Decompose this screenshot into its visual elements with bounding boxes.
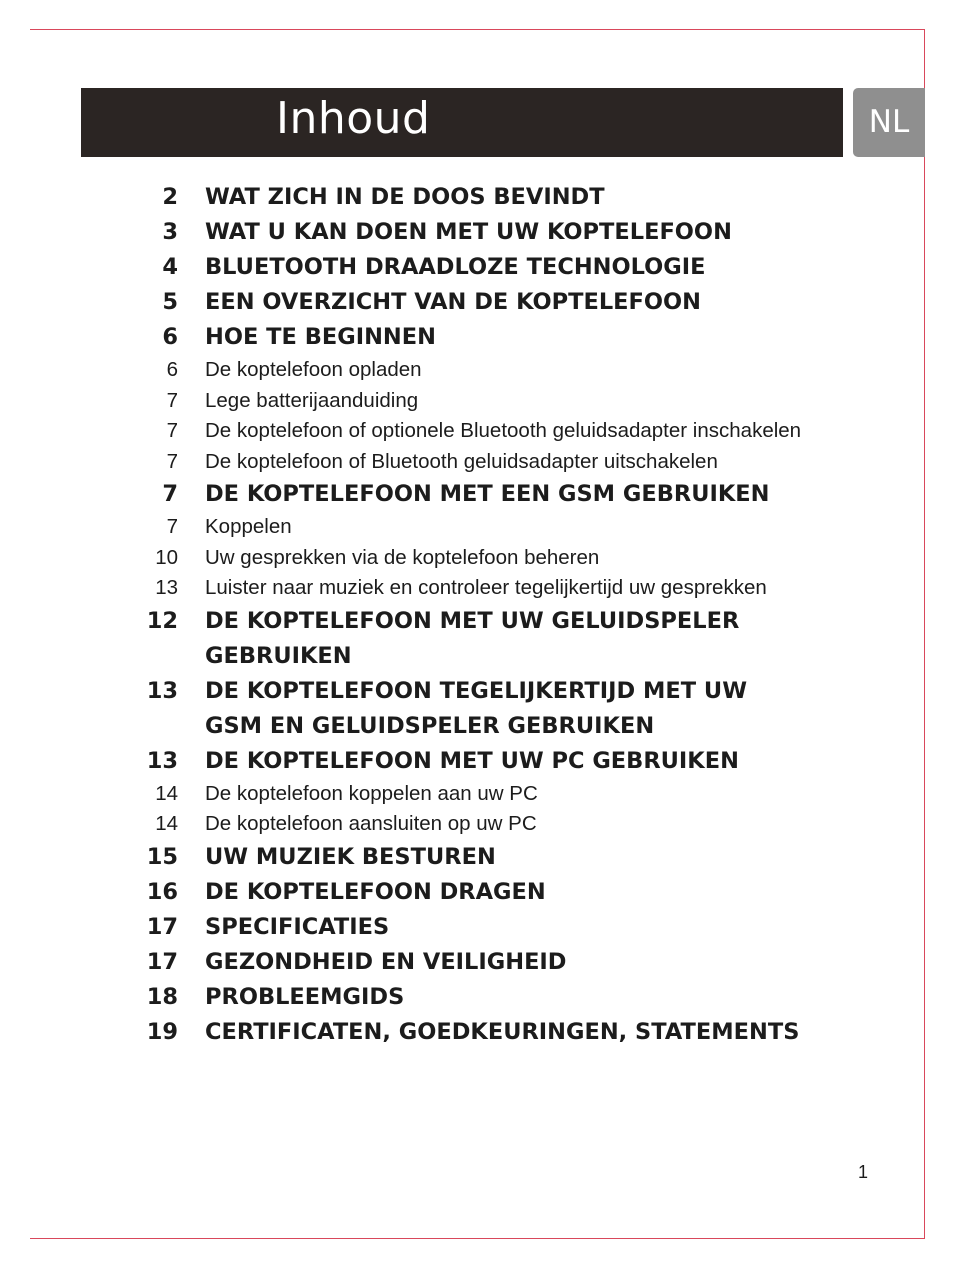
toc-title: CERTIFICATEN, GOEDKEURINGEN, STATEMENTS bbox=[205, 1018, 800, 1045]
toc-title: De koptelefoon aansluiten op uw PC bbox=[205, 812, 537, 835]
toc-page-number: 6 bbox=[162, 324, 178, 350]
toc-entry[interactable] bbox=[130, 477, 810, 512]
toc-subentry[interactable] bbox=[130, 573, 810, 604]
toc-title: De koptelefoon koppelen aan uw PC bbox=[205, 781, 538, 805]
title-bar bbox=[81, 88, 843, 157]
toc-page-number: 17 bbox=[146, 948, 178, 975]
toc-entry[interactable] bbox=[130, 744, 810, 779]
toc-page-number: 7 bbox=[166, 388, 178, 412]
toc-page-number: 7 bbox=[162, 481, 178, 507]
toc-page-number: 16 bbox=[146, 878, 178, 905]
page-title: Inhoud bbox=[276, 93, 431, 144]
toc-title: SPECIFICATIES bbox=[205, 913, 390, 940]
toc-title: De koptelefoon opladen bbox=[205, 358, 422, 381]
toc-page-number: 17 bbox=[146, 913, 178, 940]
toc-title: Koppelen bbox=[205, 515, 292, 538]
toc-title: DE KOPTELEFOON DRAGEN bbox=[205, 878, 546, 905]
toc-subentry[interactable] bbox=[130, 512, 810, 543]
toc-entry[interactable] bbox=[130, 215, 810, 250]
toc-page-number: 14 bbox=[155, 781, 178, 805]
toc-page-number: 13 bbox=[146, 747, 178, 774]
toc-entry[interactable] bbox=[130, 1015, 810, 1050]
toc-subentry[interactable] bbox=[130, 355, 810, 386]
toc-title: HOE TE BEGINNEN bbox=[205, 324, 436, 350]
toc-entry[interactable] bbox=[130, 250, 810, 285]
toc-title: Luister naar muziek en controleer tegelijkertijd uw gesprekken bbox=[205, 576, 767, 599]
crop-line-top bbox=[30, 29, 924, 30]
toc-title: DE KOPTELEFOON MET UW GELUIDSPELER GEBRUIKEN bbox=[205, 607, 740, 669]
toc-page-number: 4 bbox=[162, 254, 178, 280]
toc-title: Uw gesprekken via de koptelefoon beheren bbox=[205, 545, 600, 569]
toc-page-number: 7 bbox=[166, 449, 178, 473]
toc-entry[interactable] bbox=[130, 840, 810, 875]
toc-title: DE KOPTELEFOON MET UW PC GEBRUIKEN bbox=[205, 747, 739, 774]
toc-title: De koptelefoon of optionele Bluetooth geluidsadapter inschakelen bbox=[205, 419, 802, 442]
toc-title: GEZONDHEID EN VEILIGHEID bbox=[205, 948, 567, 975]
toc-page-number: 19 bbox=[146, 1018, 178, 1045]
toc-subentry[interactable] bbox=[130, 809, 810, 840]
toc-entry[interactable] bbox=[130, 910, 810, 945]
toc-title: BLUETOOTH DRAADLOZE TECHNOLOGIE bbox=[205, 254, 706, 280]
toc-title: DE KOPTELEFOON MET EEN GSM GEBRUIKEN bbox=[205, 481, 770, 507]
table-of-contents bbox=[130, 180, 810, 1050]
toc-title: WAT U KAN DOEN MET UW KOPTELEFOON bbox=[205, 219, 732, 245]
toc-entry[interactable] bbox=[130, 980, 810, 1015]
crop-line-bottom bbox=[30, 1238, 924, 1239]
toc-title: EEN OVERZICHT VAN DE KOPTELEFOON bbox=[205, 289, 702, 315]
language-tab: NL bbox=[853, 88, 925, 157]
toc-entry[interactable] bbox=[130, 285, 810, 320]
toc-title: De koptelefoon of Bluetooth geluidsadapter uitschakelen bbox=[205, 449, 718, 473]
toc-page-number: 3 bbox=[162, 219, 178, 245]
toc-page-number: 2 bbox=[162, 184, 178, 210]
toc-entry[interactable] bbox=[130, 674, 810, 744]
toc-subentry[interactable] bbox=[130, 447, 810, 478]
toc-subentry[interactable] bbox=[130, 416, 810, 447]
toc-title: WAT ZICH IN DE DOOS BEVINDT bbox=[205, 184, 605, 210]
toc-page-number: 12 bbox=[146, 607, 178, 634]
toc-entry[interactable] bbox=[130, 320, 810, 355]
toc-page-number: 14 bbox=[155, 812, 178, 835]
toc-page-number: 18 bbox=[146, 983, 178, 1010]
page-number: 1 bbox=[858, 1162, 869, 1182]
toc-entry[interactable] bbox=[130, 945, 810, 980]
crop-line-right bbox=[924, 29, 925, 1239]
toc-page-number: 15 bbox=[146, 843, 178, 870]
toc-page-number: 13 bbox=[155, 576, 178, 599]
toc-subentry[interactable] bbox=[130, 779, 810, 810]
toc-entry[interactable] bbox=[130, 604, 810, 674]
toc-page-number: 6 bbox=[166, 358, 178, 381]
toc-page-number: 10 bbox=[155, 545, 178, 569]
toc-subentry[interactable] bbox=[130, 543, 810, 574]
toc-title: DE KOPTELEFOON TEGELIJKERTIJD MET UW GSM EN GELUIDSPELER GEBRUIKEN bbox=[205, 677, 748, 739]
toc-page-number: 5 bbox=[162, 289, 178, 315]
toc-page-number: 13 bbox=[146, 677, 178, 704]
toc-subentry[interactable] bbox=[130, 386, 810, 417]
toc-title: Lege batterijaanduiding bbox=[205, 388, 419, 412]
toc-page-number: 7 bbox=[166, 419, 178, 442]
toc-entry[interactable] bbox=[130, 875, 810, 910]
toc-title: UW MUZIEK BESTUREN bbox=[205, 843, 496, 870]
toc-entry[interactable] bbox=[130, 180, 810, 215]
toc-title: PROBLEEMGIDS bbox=[205, 983, 405, 1010]
toc-page-number: 7 bbox=[166, 515, 178, 538]
